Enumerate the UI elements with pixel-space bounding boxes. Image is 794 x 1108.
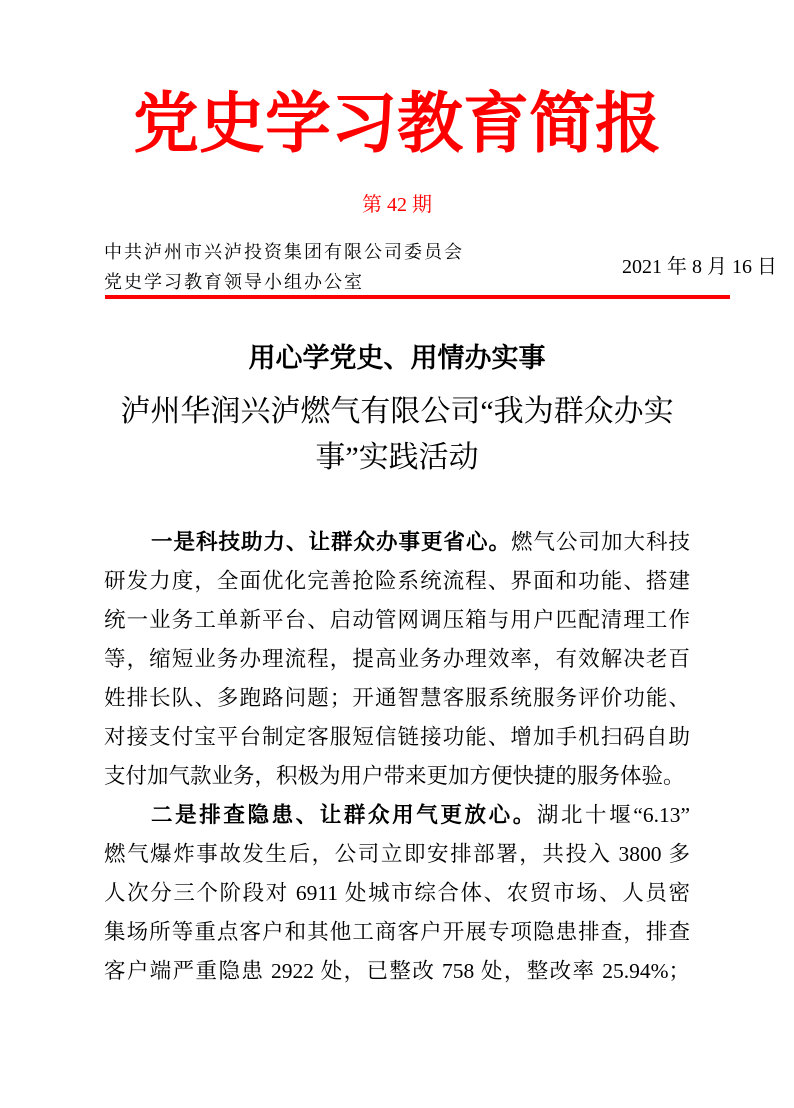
paragraph-2: [104, 796, 690, 991]
body-line: 研发力度，全面优化完善抢险系统流程、界面和功能、搭建: [104, 569, 690, 593]
issuer-line-1: 中共泸州市兴泸投资集团有限公司委员会: [104, 242, 464, 262]
issue-date: 2021 年 8 月 16 日: [622, 256, 777, 278]
body-line: [104, 796, 690, 835]
body-line: 支付加气款业务，积极为用户带来更加方便快捷的服务体验。: [104, 764, 685, 788]
issuer-line-2: 党史学习教育领导小组办公室: [104, 272, 364, 292]
paragraph-2-first-line-rest: 湖北十堰“6.13”: [536, 803, 690, 827]
body-line: 等，缩短业务办理流程，提高业务办理效率，有效解决老百: [104, 647, 690, 671]
body-line: 姓排长队、多跑路问题；开通智慧客服系统服务评价功能、: [104, 686, 690, 710]
red-divider-rule: [105, 295, 730, 299]
body-line: 对接支付宝平台制定客服短信链接功能、增加手机扫码自助: [104, 725, 690, 749]
subheadline-line-2: 事”实践活动: [315, 441, 479, 474]
body-line: [104, 523, 690, 562]
subheadline-line-1: 泸州华润兴泸燃气有限公司“我为群众办实: [120, 395, 674, 428]
masthead-title: 党史学习教育简报: [133, 88, 661, 161]
article-headline: 用心学党史、用情办实事: [248, 343, 546, 373]
paragraph-1: [104, 523, 690, 796]
paragraph-1-first-line-rest: 燃气公司加大科技: [510, 530, 690, 554]
issue-number: 第 42 期: [362, 194, 432, 216]
article-body: [104, 523, 690, 991]
issuer-block: [104, 237, 464, 297]
article-subheadline: [0, 389, 794, 481]
paragraph-2-lead: 二是排查隐患、让群众用气更放心。: [151, 803, 537, 827]
paragraph-1-lead: 一是科技助力、让群众办事更省心。: [151, 530, 511, 554]
body-line: 集场所等重点客户和其他工商客户开展专项隐患排查，排查: [104, 920, 690, 944]
body-line: 统一业务工单新平台、启动管网调压箱与用户匹配清理工作: [104, 608, 690, 632]
body-line: 人次分三个阶段对 6911 处城市综合体、农贸市场、人员密: [104, 881, 690, 905]
body-line: 客户端严重隐患 2922 处，已整改 758 处，整改率 25.94%；: [104, 959, 690, 983]
body-line: 燃气爆炸事故发生后，公司立即安排部署，共投入 3800 多: [104, 842, 690, 866]
